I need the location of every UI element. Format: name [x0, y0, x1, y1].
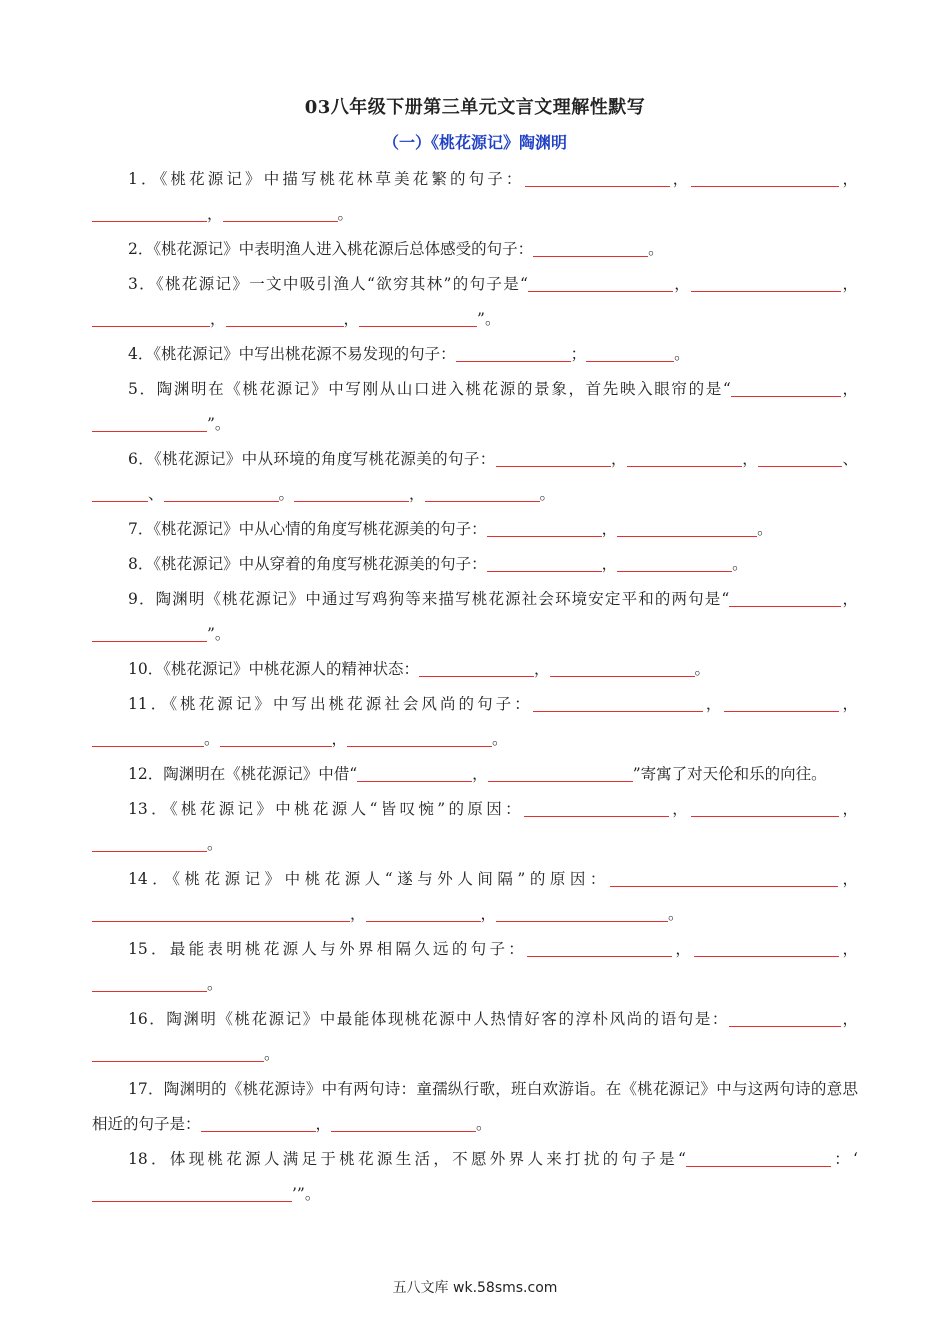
- answer-blank[interactable]: [729, 588, 841, 607]
- answer-blank[interactable]: [92, 973, 207, 992]
- answer-blank[interactable]: [731, 378, 841, 397]
- question-9: 9．陶渊明《桃花源记》中通过写鸡狗等来描写桃花源社会环境安定平和的两句是“ ，”。: [92, 582, 858, 652]
- answer-blank[interactable]: [92, 903, 350, 922]
- answer-blank[interactable]: [359, 308, 477, 327]
- answer-blank[interactable]: [92, 203, 207, 222]
- answer-blank[interactable]: [694, 938, 839, 957]
- answer-blank[interactable]: [686, 1148, 831, 1167]
- answer-blank[interactable]: [92, 1183, 292, 1202]
- answer-blank[interactable]: [92, 413, 207, 432]
- question-10: 10．《桃花源记》中桃花源人的精神状态： ， 。: [128, 660, 711, 678]
- answer-blank[interactable]: [496, 448, 611, 467]
- answer-blank[interactable]: [419, 658, 534, 677]
- section-subtitle: （一）《桃花源记》陶渊明: [382, 133, 567, 152]
- answer-blank[interactable]: [533, 693, 703, 712]
- answer-blank[interactable]: [525, 168, 670, 187]
- answer-blank[interactable]: [226, 308, 344, 327]
- answer-blank[interactable]: [691, 168, 839, 187]
- question-17: 17．陶渊明的《桃花源诗》中有两句诗：童孺纵行歌，班白欢游诣。在《桃花源记》中与这两句诗的意思相近的句子是： ， 。: [92, 1080, 858, 1133]
- answer-blank[interactable]: [527, 938, 672, 957]
- answer-blank[interactable]: [550, 658, 695, 677]
- answer-blank[interactable]: [347, 728, 492, 747]
- answer-blank[interactable]: [366, 903, 481, 922]
- answer-blank[interactable]: [92, 728, 204, 747]
- answer-blank[interactable]: [357, 763, 472, 782]
- question-12: 12．陶渊明在《桃花源记》中借“ ， ”寄寓了对天伦和乐的向往。: [128, 765, 827, 783]
- answer-blank[interactable]: [92, 623, 207, 642]
- answer-blank[interactable]: [456, 343, 571, 362]
- answer-blank[interactable]: [758, 448, 842, 467]
- question-3: 3．《桃花源记》一文中吸引渔人“欲穷其林”的句子是“ ， ，， ， ”。: [92, 267, 858, 337]
- question-16: 16．陶渊明《桃花源记》中最能体现桃花源中人热情好客的淳朴风尚的语句是： ，。: [92, 1002, 858, 1072]
- question-14: 14．《桃花源记》中桃花源人“遂与外人间隔”的原因： ，， ， 。: [92, 862, 858, 932]
- question-2: 2．《桃花源记》中表明渔人进入桃花源后总体感受的句子： 。: [128, 240, 664, 258]
- page-title: 03八年级下册第三单元文言文理解性默写: [304, 97, 646, 118]
- question-8: 8．《桃花源记》中从穿着的角度写桃花源美的句子： ， 。: [128, 555, 748, 573]
- answer-blank[interactable]: [617, 553, 732, 572]
- answer-blank[interactable]: [610, 868, 838, 887]
- answer-blank[interactable]: [528, 273, 673, 292]
- answer-blank[interactable]: [524, 798, 669, 817]
- answer-blank[interactable]: [627, 448, 742, 467]
- question-4: 4．《桃花源记》中写出桃花源不易发现的句子： ； 。: [128, 345, 690, 363]
- answer-blank[interactable]: [533, 238, 648, 257]
- answer-blank[interactable]: [586, 343, 674, 362]
- answer-blank[interactable]: [220, 728, 332, 747]
- question-1: 1．《桃花源记》中描写桃花林草美花繁的句子： ， ，， 。: [92, 162, 858, 232]
- answer-blank[interactable]: [487, 553, 602, 572]
- question-15: 15．最能表明桃花源人与外界相隔久远的句子： ， ，。: [92, 932, 858, 1002]
- question-5: 5．陶渊明在《桃花源记》中写刚从山口进入桃花源的景象，首先映入眼帘的是“ ，”。: [92, 372, 858, 442]
- question-11: 11．《桃花源记》中写出桃花源社会风尚的句子： ， ，。 ， 。: [92, 687, 858, 757]
- answer-blank[interactable]: [294, 483, 409, 502]
- answer-blank[interactable]: [691, 798, 839, 817]
- question-18: 18．体现桃花源人满足于桃花源生活，不愿外界人来打扰的句子是“ ：‘’”。: [92, 1142, 858, 1212]
- answer-blank[interactable]: [487, 518, 602, 537]
- answer-blank[interactable]: [488, 763, 633, 782]
- answer-blank[interactable]: [92, 308, 210, 327]
- answer-blank[interactable]: [724, 693, 839, 712]
- question-13: 13．《桃花源记》中桃花源人“皆叹惋”的原因： ， ，。: [92, 792, 858, 862]
- answer-blank[interactable]: [92, 483, 148, 502]
- answer-blank[interactable]: [92, 833, 207, 852]
- question-6: 6．《桃花源记》中从环境的角度写桃花源美的句子： ， ， 、、 。 ， 。: [92, 442, 858, 512]
- answer-blank[interactable]: [331, 1113, 476, 1132]
- answer-blank[interactable]: [425, 483, 540, 502]
- answer-blank[interactable]: [691, 273, 841, 292]
- answer-blank[interactable]: [617, 518, 757, 537]
- answer-blank[interactable]: [201, 1113, 316, 1132]
- answer-blank[interactable]: [164, 483, 279, 502]
- question-7: 7．《桃花源记》中从心情的角度写桃花源美的句子： ， 。: [128, 520, 773, 538]
- answer-blank[interactable]: [496, 903, 668, 922]
- answer-blank[interactable]: [729, 1008, 841, 1027]
- answer-blank[interactable]: [92, 1043, 264, 1062]
- answer-blank[interactable]: [223, 203, 338, 222]
- question-list: [92, 162, 858, 1212]
- footer-watermark: 五八文库 wk.58sms.com: [392, 1280, 558, 1296]
